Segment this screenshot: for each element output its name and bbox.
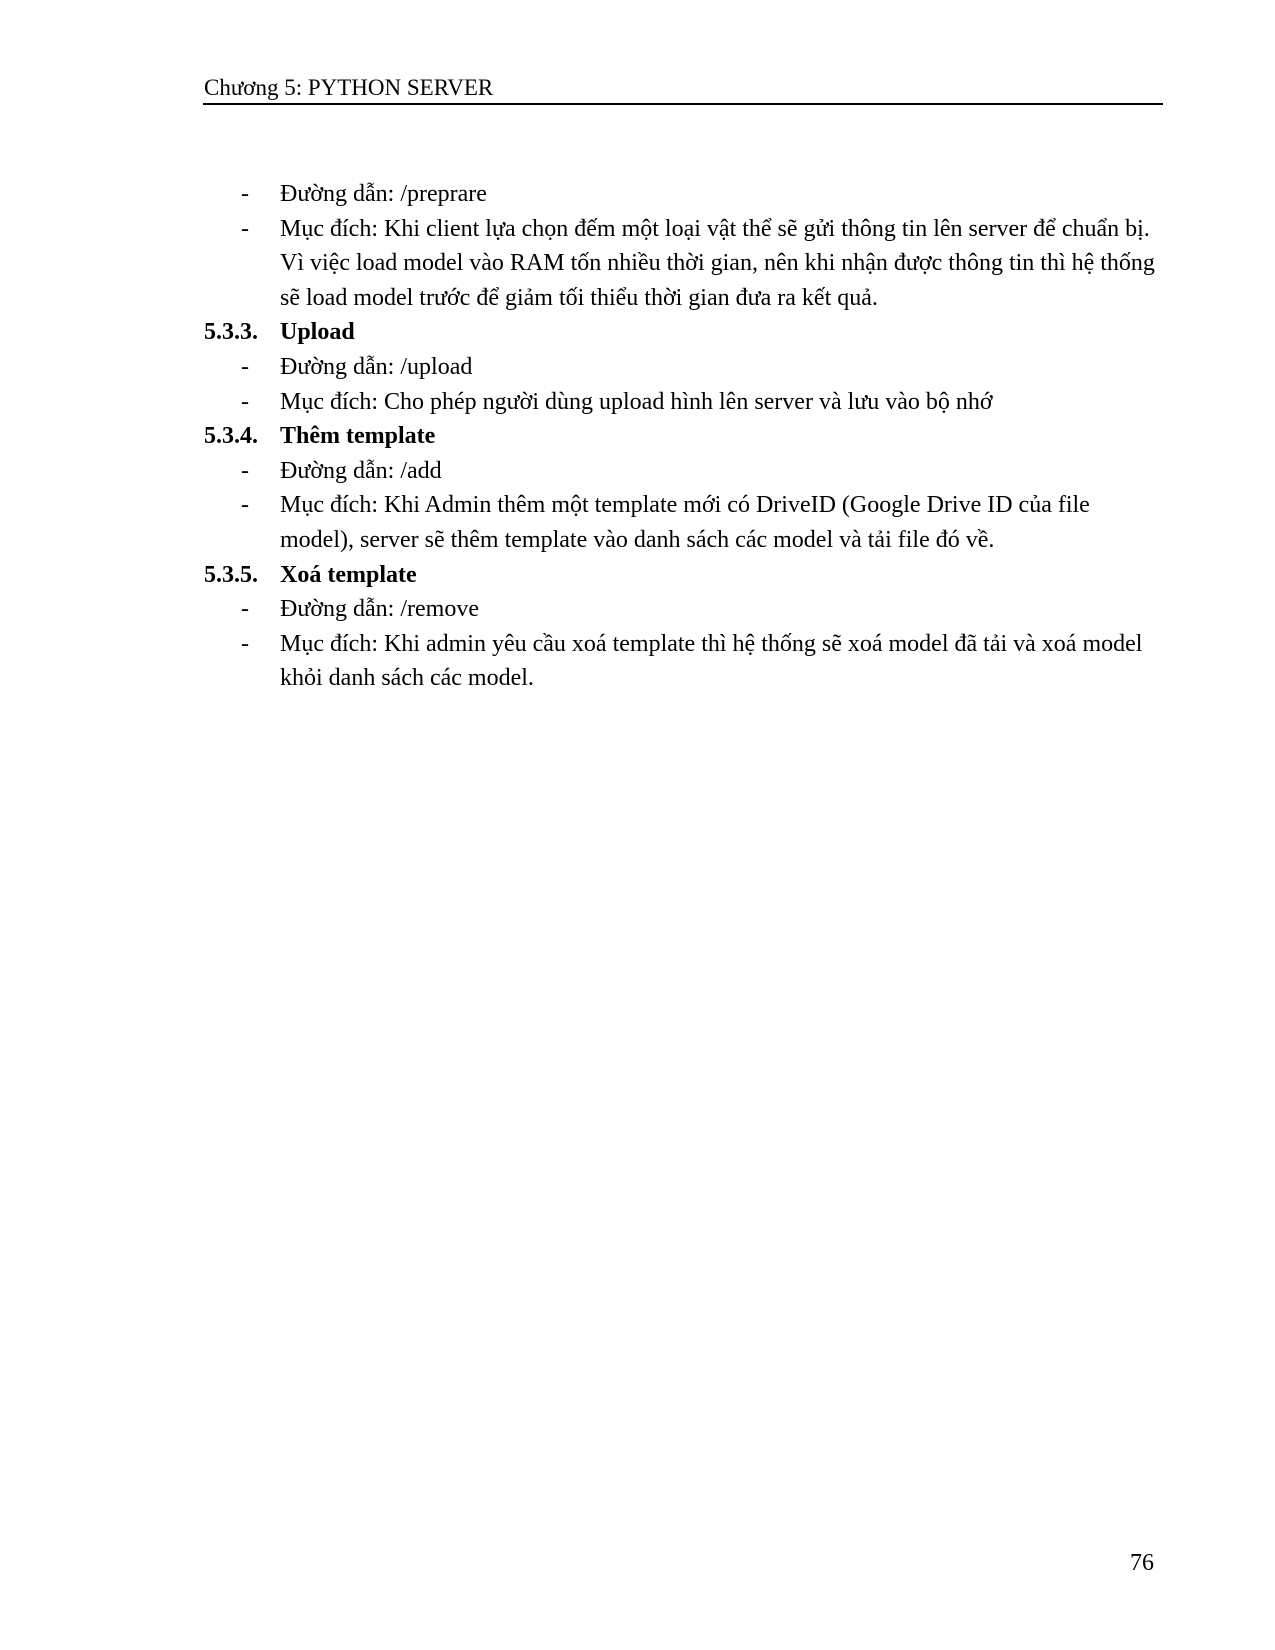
bullet-dash: -: [241, 181, 249, 207]
section-title: Upload: [280, 319, 355, 346]
list-item-purpose: [204, 212, 1164, 316]
section-title: Xoá template: [280, 561, 417, 588]
endpoint-path: Đường dẫn: /add: [280, 457, 442, 484]
running-header: Chương 5: PYTHON SERVER: [204, 75, 494, 100]
endpoint-path: Đường dẫn: /remove: [280, 596, 479, 623]
section-number: 5.3.5.: [204, 561, 258, 588]
endpoint-purpose: Mục đích: Khi client lựa chọn đếm một loại vật thể sẽ gửi thông tin lên server để chuẩn bị. Vì việc load model vào RAM tốn nhiều thời gian, nên khi nhận được thông tin thì hệ thống sẽ load model trước để giảm tối thiểu thời gian đưa ra kết quả.: [280, 215, 1155, 311]
list-item-path: [204, 177, 1164, 212]
endpoint-path: Đường dẫn: /preprare: [280, 181, 487, 207]
section-heading: [204, 315, 1164, 350]
list-item-purpose: [204, 627, 1164, 696]
bullet-dash: -: [241, 596, 249, 623]
list-item-path: [204, 592, 1164, 627]
endpoint-path: Đường dẫn: /upload: [280, 353, 473, 380]
endpoint-purpose: Mục đích: Khi Admin thêm một template mới có DriveID (Google Drive ID của file model), server sẽ thêm template vào danh sách các model và tải file đó về.: [280, 492, 1090, 553]
section-heading: [204, 419, 1164, 454]
bullet-dash: -: [241, 457, 249, 484]
section-title: Thêm template: [280, 423, 436, 450]
bullet-dash: -: [241, 388, 249, 415]
page-number: 76: [1130, 1550, 1154, 1576]
bullet-dash: -: [241, 492, 249, 519]
endpoint-purpose: Mục đích: Cho phép người dùng upload hình lên server và lưu vào bộ nhớ: [280, 388, 993, 415]
bullet-dash: -: [241, 215, 249, 242]
list-item-path: [204, 454, 1164, 489]
bullet-dash: -: [241, 630, 249, 657]
section-heading: [204, 558, 1164, 593]
bullet-dash: -: [241, 353, 249, 380]
page-content: [204, 177, 1164, 696]
list-item-purpose: [204, 385, 1164, 420]
header-rule: [203, 103, 1163, 105]
section-number: 5.3.3.: [204, 319, 258, 346]
list-item-purpose: [204, 488, 1164, 557]
section-number: 5.3.4.: [204, 423, 258, 450]
endpoint-purpose: Mục đích: Khi admin yêu cầu xoá template thì hệ thống sẽ xoá model đã tải và xoá model khỏi danh sách các model.: [280, 630, 1143, 692]
list-item-path: [204, 350, 1164, 385]
